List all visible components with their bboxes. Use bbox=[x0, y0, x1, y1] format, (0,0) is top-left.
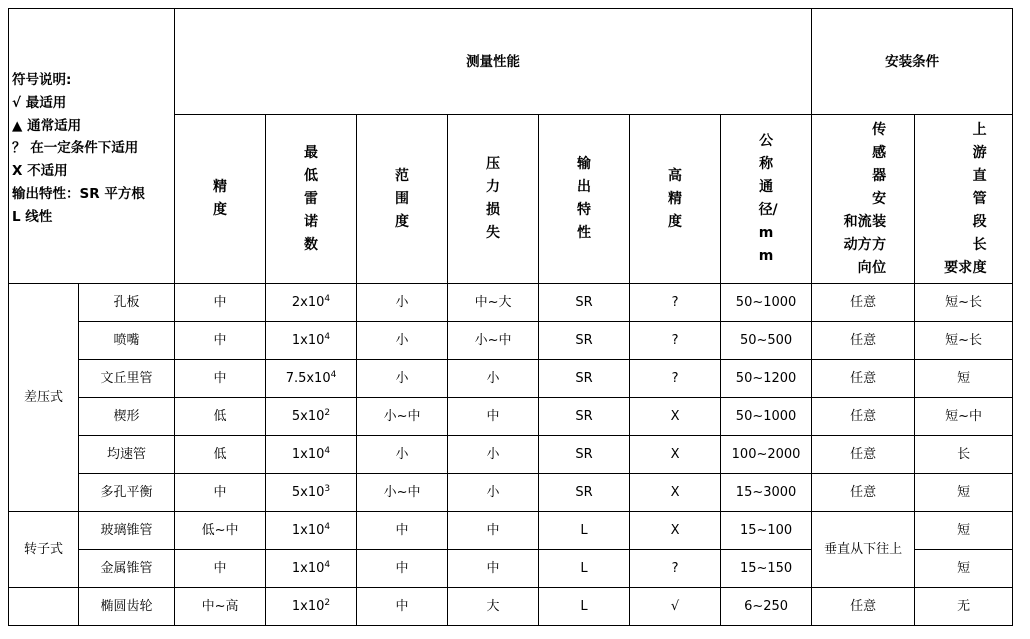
cell-output: L bbox=[539, 512, 630, 550]
cell-orientation: 任意 bbox=[812, 474, 915, 512]
cell-upstream: 短~中 bbox=[915, 398, 1013, 436]
cell-output: SR bbox=[539, 436, 630, 474]
cell-pressure-loss: 中~大 bbox=[448, 284, 539, 322]
cell-high-accuracy: ? bbox=[630, 284, 721, 322]
cell-high-accuracy: X bbox=[630, 474, 721, 512]
table-row bbox=[9, 474, 1013, 512]
cell-output: L bbox=[539, 588, 630, 626]
legend-line: ？ 在一定条件下适用 bbox=[12, 140, 139, 157]
cell-pressure-loss: 小 bbox=[448, 474, 539, 512]
cell-orientation: 任意 bbox=[812, 436, 915, 474]
cell-upstream: 短 bbox=[915, 360, 1013, 398]
cell-high-accuracy: ? bbox=[630, 550, 721, 588]
legend-line: √ 最适用 bbox=[12, 94, 67, 111]
cell-upstream: 无 bbox=[915, 588, 1013, 626]
legend-line: X 不适用 bbox=[12, 163, 68, 180]
cell-high-accuracy: X bbox=[630, 436, 721, 474]
cell-min-reynolds: $1x10^2$ bbox=[266, 588, 357, 626]
group-header-installation: 安装条件 bbox=[812, 9, 1013, 115]
table-row bbox=[9, 588, 1013, 626]
cell-output: SR bbox=[539, 360, 630, 398]
cell-pressure-loss: 小 bbox=[448, 436, 539, 474]
cell-diameter: 15~100 bbox=[721, 512, 812, 550]
cell-pressure-loss: 小 bbox=[448, 360, 539, 398]
meter-name: 均速管 bbox=[79, 436, 175, 474]
cell-pressure-loss: 大 bbox=[448, 588, 539, 626]
category-empty bbox=[9, 588, 79, 626]
cell-accuracy: 低 bbox=[175, 398, 266, 436]
meter-name: 孔板 bbox=[79, 284, 175, 322]
cell-diameter: 15~3000 bbox=[721, 474, 812, 512]
cell-min-reynolds: $1x10^4$ bbox=[266, 322, 357, 360]
cell-range: 中 bbox=[357, 588, 448, 626]
group-header-measurement: 测量性能 bbox=[175, 9, 812, 115]
cell-range: 小 bbox=[357, 322, 448, 360]
col-header-accuracy: 精度 bbox=[175, 115, 266, 284]
cell-min-reynolds: $7.5x10^4$ bbox=[266, 360, 357, 398]
cell-high-accuracy: ? bbox=[630, 360, 721, 398]
cell-accuracy: 中 bbox=[175, 322, 266, 360]
col-header-diameter: 公称通径/mm bbox=[721, 115, 812, 284]
meter-name: 椭圆齿轮 bbox=[79, 588, 175, 626]
cell-diameter: 50~1000 bbox=[721, 284, 812, 322]
cell-pressure-loss: 中 bbox=[448, 550, 539, 588]
cell-diameter: 50~1000 bbox=[721, 398, 812, 436]
category-dp: 差压式 bbox=[9, 284, 79, 512]
cell-orientation: 任意 bbox=[812, 322, 915, 360]
col-header-min-reynolds: 最低雷诺数 bbox=[266, 115, 357, 284]
cell-high-accuracy: √ bbox=[630, 588, 721, 626]
cell-orientation: 垂直从下往上 bbox=[812, 512, 915, 588]
cell-pressure-loss: 中 bbox=[448, 398, 539, 436]
cell-diameter: 50~500 bbox=[721, 322, 812, 360]
cell-output: L bbox=[539, 550, 630, 588]
cell-diameter: 15~150 bbox=[721, 550, 812, 588]
cell-range: 小 bbox=[357, 436, 448, 474]
table-row bbox=[9, 322, 1013, 360]
cell-min-reynolds: $1x10^4$ bbox=[266, 436, 357, 474]
cell-diameter: 100~2000 bbox=[721, 436, 812, 474]
cell-accuracy: 低~中 bbox=[175, 512, 266, 550]
legend-title: 符号说明: bbox=[12, 72, 72, 88]
cell-accuracy: 低 bbox=[175, 436, 266, 474]
col-header-range: 范围度 bbox=[357, 115, 448, 284]
cell-high-accuracy: X bbox=[630, 512, 721, 550]
cell-range: 小~中 bbox=[357, 398, 448, 436]
cell-accuracy: 中~高 bbox=[175, 588, 266, 626]
cell-orientation: 任意 bbox=[812, 398, 915, 436]
cell-high-accuracy: X bbox=[630, 398, 721, 436]
table-row bbox=[9, 512, 1013, 550]
cell-min-reynolds: $5x10^2$ bbox=[266, 398, 357, 436]
cell-range: 小 bbox=[357, 360, 448, 398]
meter-name: 金属锥管 bbox=[79, 550, 175, 588]
table-row bbox=[9, 436, 1013, 474]
cell-output: SR bbox=[539, 284, 630, 322]
cell-output: SR bbox=[539, 398, 630, 436]
col-header-pressure-loss: 压力损失 bbox=[448, 115, 539, 284]
cell-upstream: 短 bbox=[915, 550, 1013, 588]
cell-diameter: 6~250 bbox=[721, 588, 812, 626]
col-header-orientation: 和流动方向传感器安装方位 bbox=[812, 115, 915, 284]
category-rotor: 转子式 bbox=[9, 512, 79, 588]
cell-output: SR bbox=[539, 322, 630, 360]
cell-diameter: 50~1200 bbox=[721, 360, 812, 398]
cell-upstream: 短 bbox=[915, 474, 1013, 512]
cell-range: 中 bbox=[357, 550, 448, 588]
col-header-output: 输出特性 bbox=[539, 115, 630, 284]
cell-upstream: 短~长 bbox=[915, 284, 1013, 322]
col-header-high-accuracy: 高精度 bbox=[630, 115, 721, 284]
table-row bbox=[9, 284, 1013, 322]
cell-accuracy: 中 bbox=[175, 474, 266, 512]
cell-range: 小~中 bbox=[357, 474, 448, 512]
meter-name: 楔形 bbox=[79, 398, 175, 436]
cell-accuracy: 中 bbox=[175, 550, 266, 588]
cell-range: 小 bbox=[357, 284, 448, 322]
meter-name: 文丘里管 bbox=[79, 360, 175, 398]
meter-name: 喷嘴 bbox=[79, 322, 175, 360]
cell-min-reynolds: $5x10^3$ bbox=[266, 474, 357, 512]
legend-line: L 线性 bbox=[12, 208, 53, 225]
cell-range: 中 bbox=[357, 512, 448, 550]
symbol-legend bbox=[9, 9, 175, 284]
meter-name: 多孔平衡 bbox=[79, 474, 175, 512]
meter-name: 玻璃锥管 bbox=[79, 512, 175, 550]
cell-min-reynolds: $1x10^4$ bbox=[266, 550, 357, 588]
cell-accuracy: 中 bbox=[175, 284, 266, 322]
cell-orientation: 任意 bbox=[812, 360, 915, 398]
cell-min-reynolds: $1x10^4$ bbox=[266, 512, 357, 550]
table-row bbox=[9, 360, 1013, 398]
cell-upstream: 短 bbox=[915, 512, 1013, 550]
cell-orientation: 任意 bbox=[812, 588, 915, 626]
table-row bbox=[9, 398, 1013, 436]
cell-min-reynolds: $2x10^4$ bbox=[266, 284, 357, 322]
cell-upstream: 短~长 bbox=[915, 322, 1013, 360]
legend-line: ▲ 通常适用 bbox=[12, 117, 82, 134]
cell-accuracy: 中 bbox=[175, 360, 266, 398]
col-header-upstream: 要求上游直管段长度 bbox=[915, 115, 1013, 284]
cell-orientation: 任意 bbox=[812, 284, 915, 322]
cell-pressure-loss: 中 bbox=[448, 512, 539, 550]
legend-line: 输出特性：SR 平方根 bbox=[12, 185, 145, 202]
cell-pressure-loss: 小~中 bbox=[448, 322, 539, 360]
cell-high-accuracy: ? bbox=[630, 322, 721, 360]
flowmeter-comparison-table bbox=[8, 8, 1013, 626]
cell-output: SR bbox=[539, 474, 630, 512]
cell-upstream: 长 bbox=[915, 436, 1013, 474]
